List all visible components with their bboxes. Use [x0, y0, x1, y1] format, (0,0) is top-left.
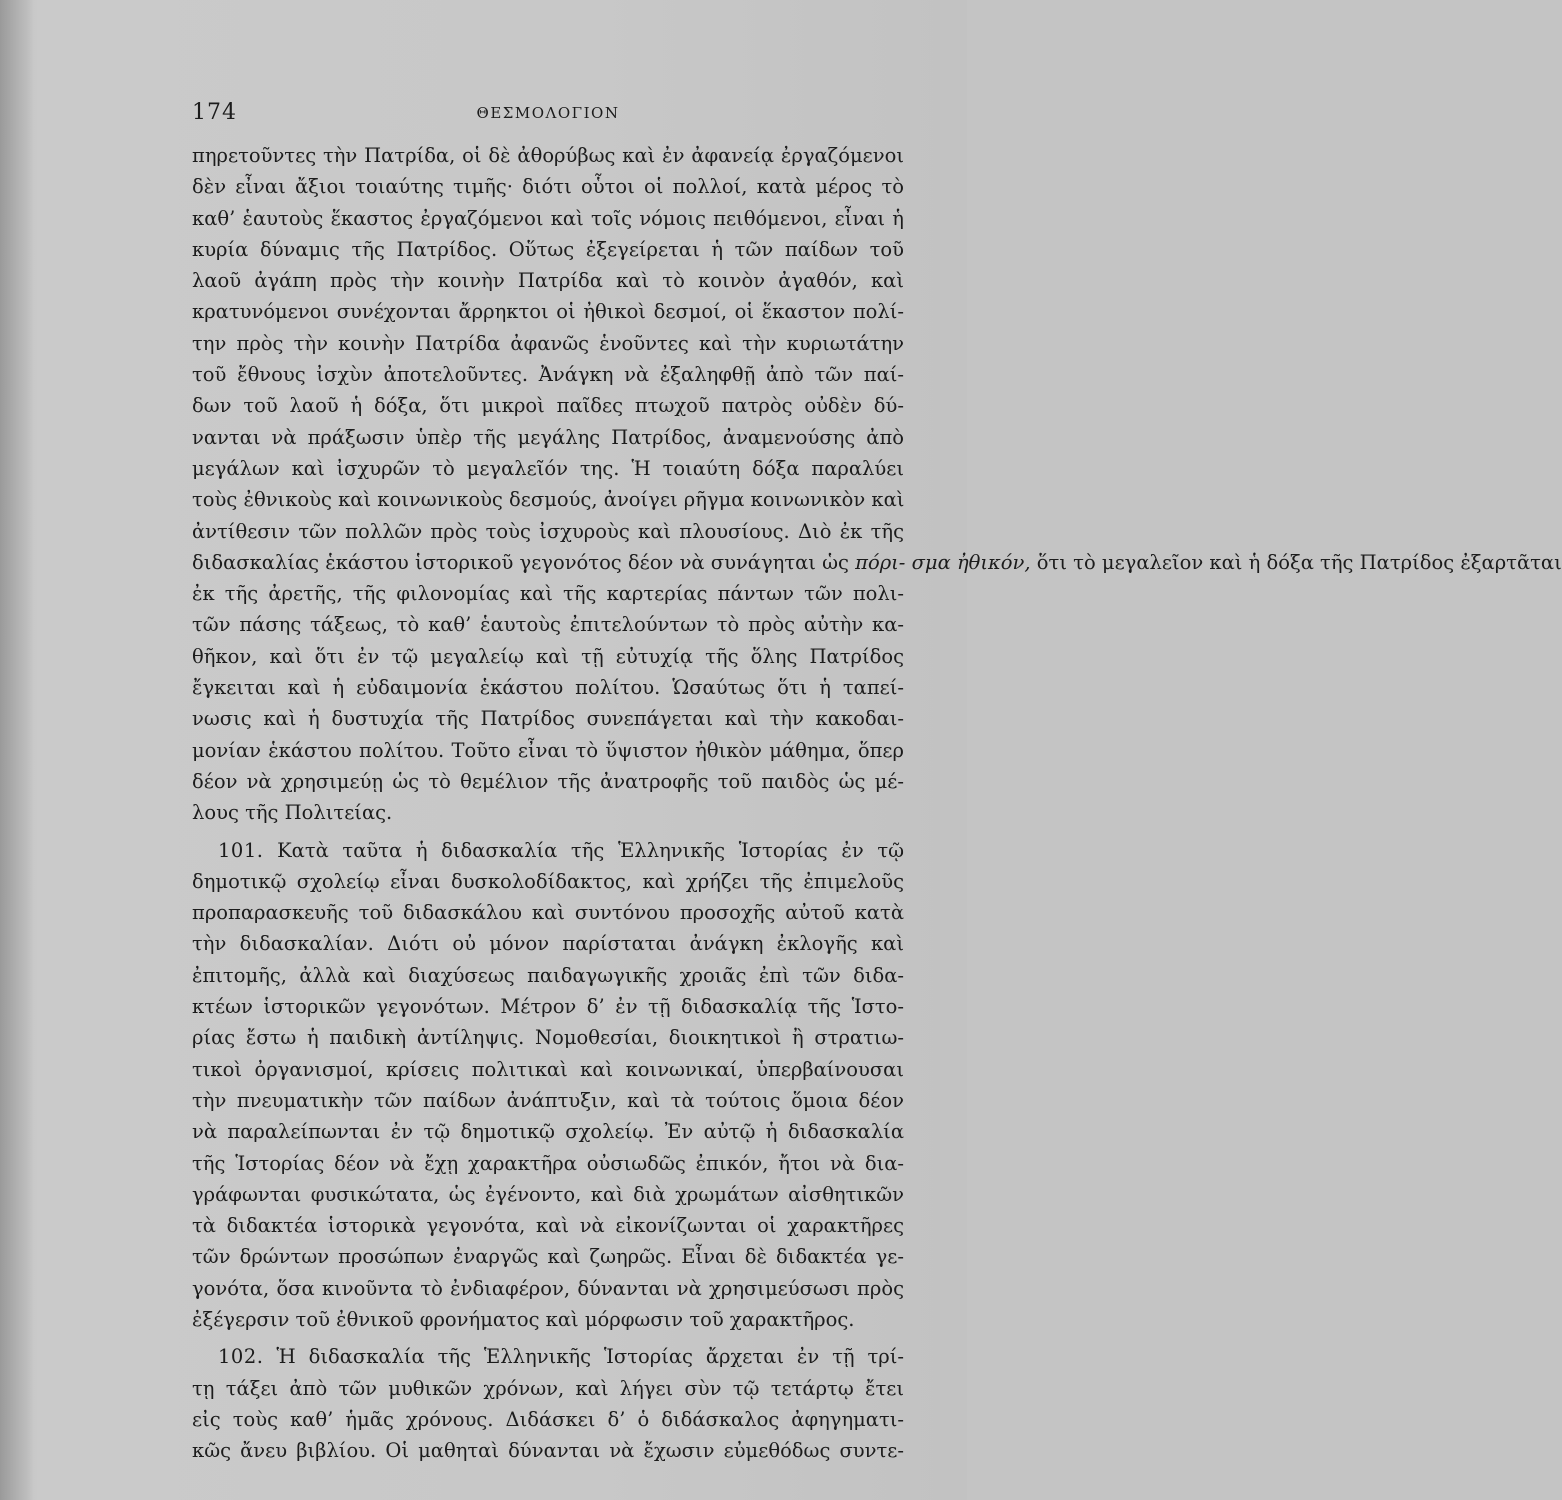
- text-line: τὴν πνευματικὴν τῶν παίδων ἀνάπτυξιν, καὶ τὰ τούτοις ὅμοια δέον: [192, 1088, 904, 1112]
- text-line: κτέων ἱστορικῶν γεγονότων. Μέτρον δ’ ἐν τῇ διδασκαλίᾳ τῆς Ἱστο-: [192, 995, 904, 1019]
- text-line: λαοῦ ἀγάπη πρὸς τὴν κοινὴν Πατρίδα καὶ τὸ κοινὸν ἀγαθόν, καὶ: [192, 269, 904, 293]
- text-line-part: Κατὰ ταῦτα ἡ διδασκαλία τῆς Ἑλληνικῆς Ἱστορίας ἐν τῷ: [277, 838, 905, 862]
- text-line: καθ’ ἑαυτοὺς ἕκαστος ἐργαζόμενοι καὶ τοῖς νόμοις πειθόμενοι, εἶναι ἡ: [192, 206, 904, 230]
- text-line: πηρετοῦντες τὴν Πατρίδα, οἱ δὲ ἀθορύβως καὶ ἐν ἀφανείᾳ ἐργαζόμενοι: [192, 144, 904, 167]
- text-line: [192, 547, 1562, 578]
- text-line: θῆκον, καὶ ὅτι ἐν τῷ μεγαλείῳ καὶ τῇ εὐτυχίᾳ τῆς ὅλης Πατρίδος: [192, 644, 904, 668]
- text-line: ρίας ἔστω ἡ παιδικὴ ἀντίληψις. Νομοθεσίαι, διοικητικοὶ ἢ στρατιω-: [192, 1026, 904, 1050]
- emphasis-text: πόρι- σμα ἠθικόν,: [855, 550, 1031, 574]
- text-line: λους τῆς Πολιτείας.: [192, 801, 393, 825]
- page-number: 174: [192, 100, 237, 125]
- text-line: ἐξέγερσιν τοῦ ἐθνικοῦ φρονήματος καὶ μόρφωσιν τοῦ χαρακτῆρος.: [192, 1307, 855, 1331]
- text-line: τοῦ ἔθνους ἰσχὺν ἀποτελοῦντες. Ἀνάγκη νὰ ἐξαληφθῇ ἀπὸ τῶν παί-: [192, 363, 904, 387]
- text-line: γονότα, ὅσα κινοῦντα τὸ ἐνδιαφέρον, δύνανται νὰ χρησιμεύσωσι πρὸς: [192, 1276, 904, 1300]
- running-title: ΘΕΣΜΟΛΟΓΙΟΝ: [476, 104, 620, 122]
- text-line: κρατυνόμενοι συνέχονται ἄρρηκτοι οἱ ἠθικοὶ δεσμοί, οἱ ἕκαστον πολί-: [192, 300, 904, 324]
- text-line: προπαρασκευῆς τοῦ διδασκάλου καὶ συντόνου προσοχῆς αὐτοῦ κατὰ: [192, 901, 904, 925]
- section-first-line: [192, 1341, 904, 1372]
- text-line: τῆς Ἱστορίας δέον νὰ ἔχῃ χαρακτῆρα οὐσιωδῶς ἐπικόν, ἤτοι νὰ δια-: [192, 1151, 904, 1175]
- text-line: την πρὸς τὴν κοινὴν Πατρίδα ἀφανῶς ἑνοῦντες καὶ τὴν κυριωτάτην: [192, 331, 904, 355]
- text-line: ἐπιτομῆς, ἀλλὰ καὶ διαχύσεως παιδαγωγικῆς χροιᾶς ἐπὶ τῶν διδα-: [192, 963, 904, 987]
- text-line: δὲν εἶναι ἄξιοι τοιαύτης τιμῆς· διότι οὗτοι οἱ πολλοί, κατὰ μέρος τὸ: [192, 175, 904, 199]
- text-line: νανται νὰ πράξωσιν ὑπὲρ τῆς μεγάλης Πατρίδος, ἀναμενούσης ἀπὸ: [192, 425, 904, 449]
- text-line: μονίαν ἑκάστου πολίτου. Τοῦτο εἶναι τὸ ὕψιστον ἠθικὸν μάθημα, ὅπερ: [192, 738, 904, 762]
- text-line: ἐκ τῆς ἀρετῆς, τῆς φιλονομίας καὶ τῆς καρτερίας πάντων τῶν πολι-: [192, 582, 904, 606]
- text-line: τοὺς ἐθνικοὺς καὶ κοινωνικοὺς δεσμούς, ἀνοίγει ρῆγμα κοινωνικὸν καὶ: [192, 488, 905, 512]
- text-line: τὴν διδασκαλίαν. Διότι οὐ μόνον παρίσταται ἀνάγκη ἐκλογῆς καὶ: [192, 932, 904, 956]
- binding-shadow: [0, 0, 34, 1500]
- text-line: νὰ παραλείπωνται ἐν τῷ δημοτικῷ σχολείῳ. Ἐν αὐτῷ ἡ διδασκαλία: [192, 1120, 904, 1144]
- text-line: τῶν πάσης τάξεως, τὸ καθ’ ἑαυτοὺς ἐπιτελούντων τὸ πρὸς αὐτὴν κα-: [192, 613, 904, 637]
- section-first-line: [192, 835, 904, 866]
- section-number: 101.: [218, 838, 264, 862]
- text-line: τὰ διδακτέα ἱστορικὰ γεγονότα, καὶ νὰ εἰκονίζωνται οἱ χαρακτῆρες: [192, 1214, 904, 1238]
- text-line: δων τοῦ λαοῦ ἡ δόξα, ὅτι μικροὶ παῖδες πτωχοῦ πατρὸς οὐδὲν δύ-: [192, 394, 904, 418]
- text-line: κῶς ἄνευ βιβλίου. Οἱ μαθηταὶ δύνανται νὰ ἔχωσιν εὐμεθόδως συντε-: [192, 1439, 904, 1463]
- text-line: μεγάλων καὶ ἰσχυρῶν τὸ μεγαλεῖόν της. Ἡ τοιαύτη δόξα παραλύει: [192, 456, 904, 480]
- page-header: [192, 100, 904, 130]
- text-line: γράφωνται φυσικώτατα, ὡς ἐγένοντο, καὶ διὰ χρωμάτων αἰσθητικῶν: [192, 1182, 904, 1206]
- section-number: 102.: [218, 1345, 264, 1369]
- text-line: τῶν δρώντων προσώπων ἐναργῶς καὶ ζωηρῶς. Εἶναι δὲ διδακτέα γε-: [192, 1245, 904, 1269]
- text-line: νωσις καὶ ἡ δυστυχία τῆς Πατρίδος συνεπάγεται καὶ τὴν κακοδαι-: [192, 707, 904, 731]
- text-line: τῃ τάξει ἀπὸ τῶν μυθικῶν χρόνων, καὶ λήγει σὺν τῷ τετάρτῳ ἔτει: [192, 1376, 904, 1400]
- text-line-part: ὅτι τὸ μεγαλεῖον καὶ ἡ δόξα τῆς Πατρίδος ἐξαρτᾶται: [1036, 550, 1562, 574]
- text-line: δέον νὰ χρησιμεύῃ ὡς τὸ θεμέλιον τῆς ἀνατροφῆς τοῦ παιδὸς ὡς μέ-: [192, 769, 904, 793]
- text-line: τικοὶ ὀργανισμοί, κρίσεις πολιτικαὶ καὶ κοινωνικαί, ὑπερβαίνουσαι: [192, 1057, 904, 1081]
- text-line: ἀντίθεσιν τῶν πολλῶν πρὸς τοὺς ἰσχυροὺς καὶ πλουσίους. Διὸ ἐκ τῆς: [192, 519, 904, 543]
- text-line: ἔγκειται καὶ ἡ εὐδαιμονία ἑκάστου πολίτου. Ὡσαύτως ὅτι ἡ ταπεί-: [192, 676, 904, 700]
- text-line: δημοτικῷ σχολείῳ εἶναι δυσκολοδίδακτος, καὶ χρήζει τῆς ἐπιμελοῦς: [192, 869, 904, 893]
- body-text: [192, 140, 1562, 1466]
- text-line-part: διδασκαλίας ἑκάστου ἱστορικοῦ γεγονότος δέον νὰ συνάγηται ὡς: [192, 550, 849, 574]
- text-line: κυρία δύναμις τῆς Πατρίδος. Οὕτως ἐξεγείρεται ἡ τῶν παίδων τοῦ: [192, 237, 904, 261]
- text-line: εἰς τοὺς καθ’ ἡμᾶς χρόνους. Διδάσκει δ’ ὁ διδάσκαλος ἀφηγηματι-: [192, 1407, 904, 1431]
- text-line-part: Ἡ διδασκαλία τῆς Ἑλληνικῆς Ἱστορίας ἄρχεται ἐν τῇ τρί-: [276, 1345, 904, 1369]
